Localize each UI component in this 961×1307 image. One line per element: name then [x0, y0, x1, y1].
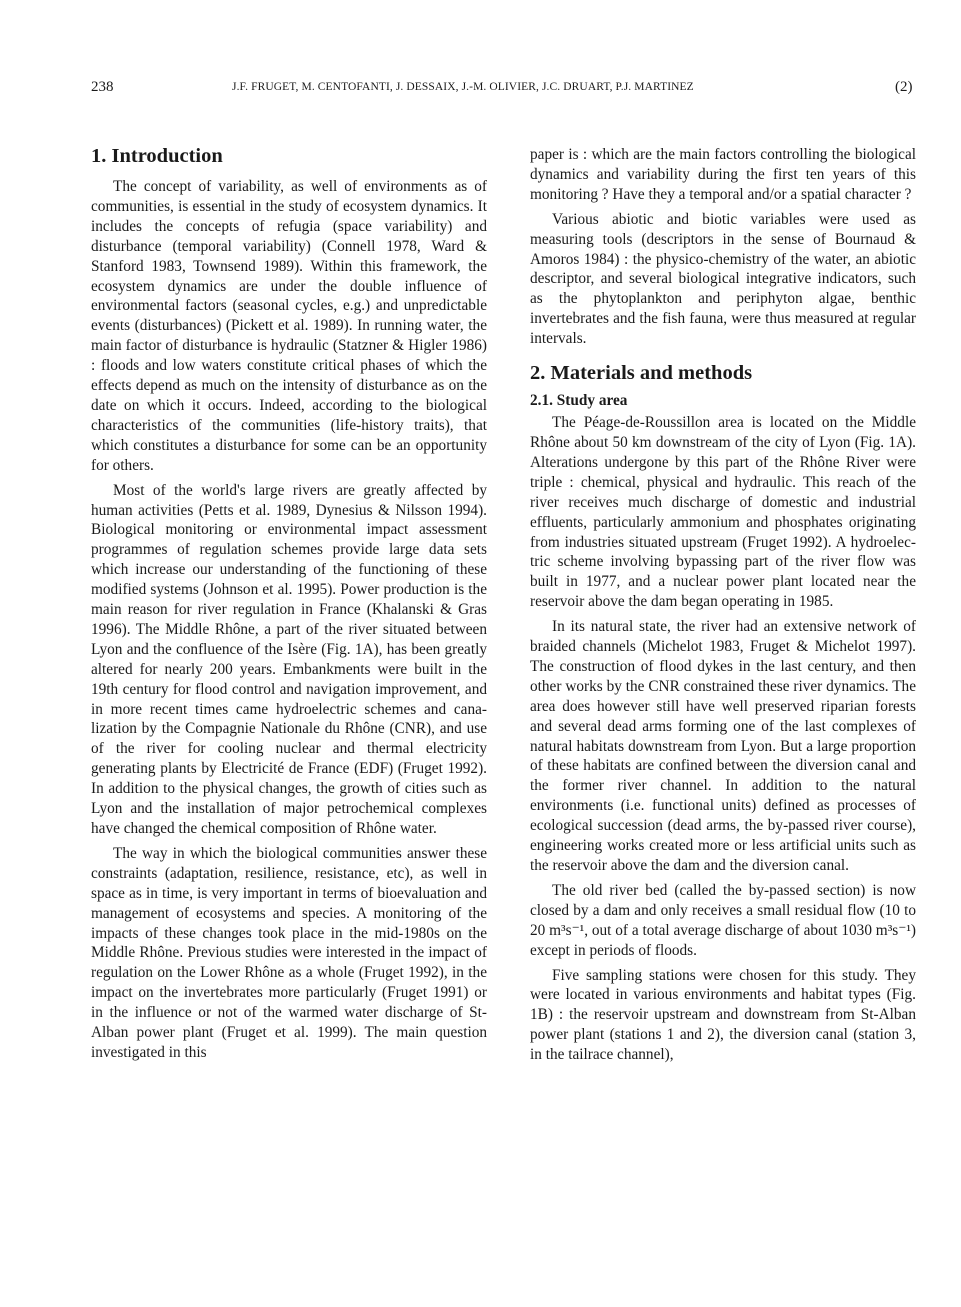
- methods-heading: 2. Materials and methods: [530, 362, 753, 385]
- left-column: [91, 143, 487, 1063]
- intro-continuation-paragraph: paper is : which are the main factors controlling the biological dynamics and variability during the first ten years of this monitoring ? Have they a temporal and/or a spatial character ?: [530, 146, 916, 203]
- methods-paragraph-4: Five sampling stations were chosen for this study. They were located in various environments and habitat types (Fig. 1B) : the reservoir upstream and downstream from St-Alban power plant (stations 1 and 2), the diversion canal (station 3, in the tailrace channel),: [530, 966, 916, 1064]
- intro-paragraph-2: Most of the world's large rivers are greatly affected by human activities (Petts et al. 1989, Dynesius & Nilsson 1994). Biological monitoring or environmental impact assessment programmes of regulation schemes provide large data sets which increase our understanding of the functioning of these modified systems (Johnson et al. 1995). Power production is the main reason for river regulation in France (Khalanski & Gras 1996). The Middle Rhône, a part of the river situated between Lyon and the confluence of the Isère (Fig. 1A), has been greatly altered for nearly 200 years. Embankments were built in the 19th century for flood control and navigation improvement, and in more recent times came hydroelectric schemes and canalization by the Compagnie Nationale du Rhône (CNR), and use of the river for cooling nuclear and thermal electricity generating plants by Electricité de France (EDF) (Fruget 1992). In addition to the physical changes, the growth of cities such as Lyon and the installation of major petrochemical complexes have changed the chemical composition of Rhône water.: [91, 481, 487, 837]
- running-header-authors: J.F. FRUGET, M. CENTOFANTI, J. DESSAIX, J.-M. OLIVIER, J.C. DRUART, P.J. MARTINEZ: [232, 81, 694, 93]
- right-column: [530, 145, 916, 1065]
- intro-paragraph-3: The way in which the biological communities answer these constraints (adaptation, resilience, resistance, etc), as well in space as in time, is very important in terms of bioevaluation and management of ecosystems and species. A monitoring of the impacts of these changes took place in the mid-1980s on the Middle Rhône. Previous studies were interested in the impact of regulation on the Lower Rhône as a whole (Fruget 1992), in the impact on the invertebrates more particularly (Fruget 1991) or in the influence or not of the warmed water discharge of St-Alban power plant (Fruget et al. 1999). The main question investigated in this: [91, 844, 487, 1061]
- study-area-heading: 2.1. Study area: [530, 392, 628, 410]
- intro-paragraph-1: The concept of variability, as well of environments as of communities, is essential in the study of ecosystem dynamics. It includes the concepts of refugia (space variability) and disturbance (temporal variability) (Connell 1978, Ward & Stanford 1983, Townsend 1989). Within this framework, the ecosystem dynamics are under the double influence of environmental factors (seasonal cycles, e.g.) and unpredictable events (disturbances) (Pickett et al. 1989). In running water, the main factor of disturbance is hydraulic (Statzner & Higler 1986) : floods and low waters constitute critical phases of which the effects depend as much on the intensity of disturbance as on the date on which it occurs. Indeed, according to the biological characteristics of the communities (life-history traits), that which constitutes a disturbance for some can be an opportunity for others.: [91, 178, 487, 474]
- page-number: 238: [91, 79, 114, 95]
- intro-paragraph-4: Various abiotic and biotic variables were used as measuring tools (descriptors in the sense of Bournaud & Amoros 1984) : the physico-chemistry of the water, an abiotic descriptor, and several biological integrative indicators, such as the phytoplankton and periphyton algae, benthic invertebrates and the fish fauna, were thus measured at regular intervals.: [530, 210, 916, 348]
- methods-paragraph-3: The old river bed (called the by-passed section) is now closed by a dam and only receives a small residual flow (10 to 20 m³s⁻¹, out of a total average discharge of about 1030 m³s⁻¹) except in periods of floods.: [530, 881, 916, 959]
- issue-number: (2): [895, 79, 913, 95]
- introduction-heading: 1. Introduction: [91, 145, 223, 167]
- methods-paragraph-2: In its natural state, the river had an extensive network of braided channels (Michelot 1983, Fruget & Michelot 1997). The construction of flood dykes in the last century, and then other works by the CNR constrained these river dynamics. The area does however still have well preserved riparian forests and several dead arms forming one of the last complexes of natural habitats downstream from Lyon. But a large proportion of these habitats are confined between the diversion canal and the former river channel. In addition to the natural environments (i.e. functional units) defined as processes of ecological succession (dead arms, the by-passed river course), engineering works created more or less artificial units such as the reservoir above the dam and the diversion canal.: [530, 618, 916, 874]
- methods-paragraph-1: The Péage-de-Roussillon area is located on the Middle Rhône about 50 km downstream of the city of Lyon (Fig. 1A). Alterations undergone by this part of the Rhône River were triple : chemical, physical and hydraulic. This reach of the river receives much discharge of domestic and industrial effluents, particularly ammonium and phosphates originating from industries situated upstream (Fruget 1992). A hydroelectric scheme involving bypassing part of the river flow was built in 1977, and a nuclear power plant located near the reservoir above the dam began operating in 1985.: [530, 414, 916, 611]
